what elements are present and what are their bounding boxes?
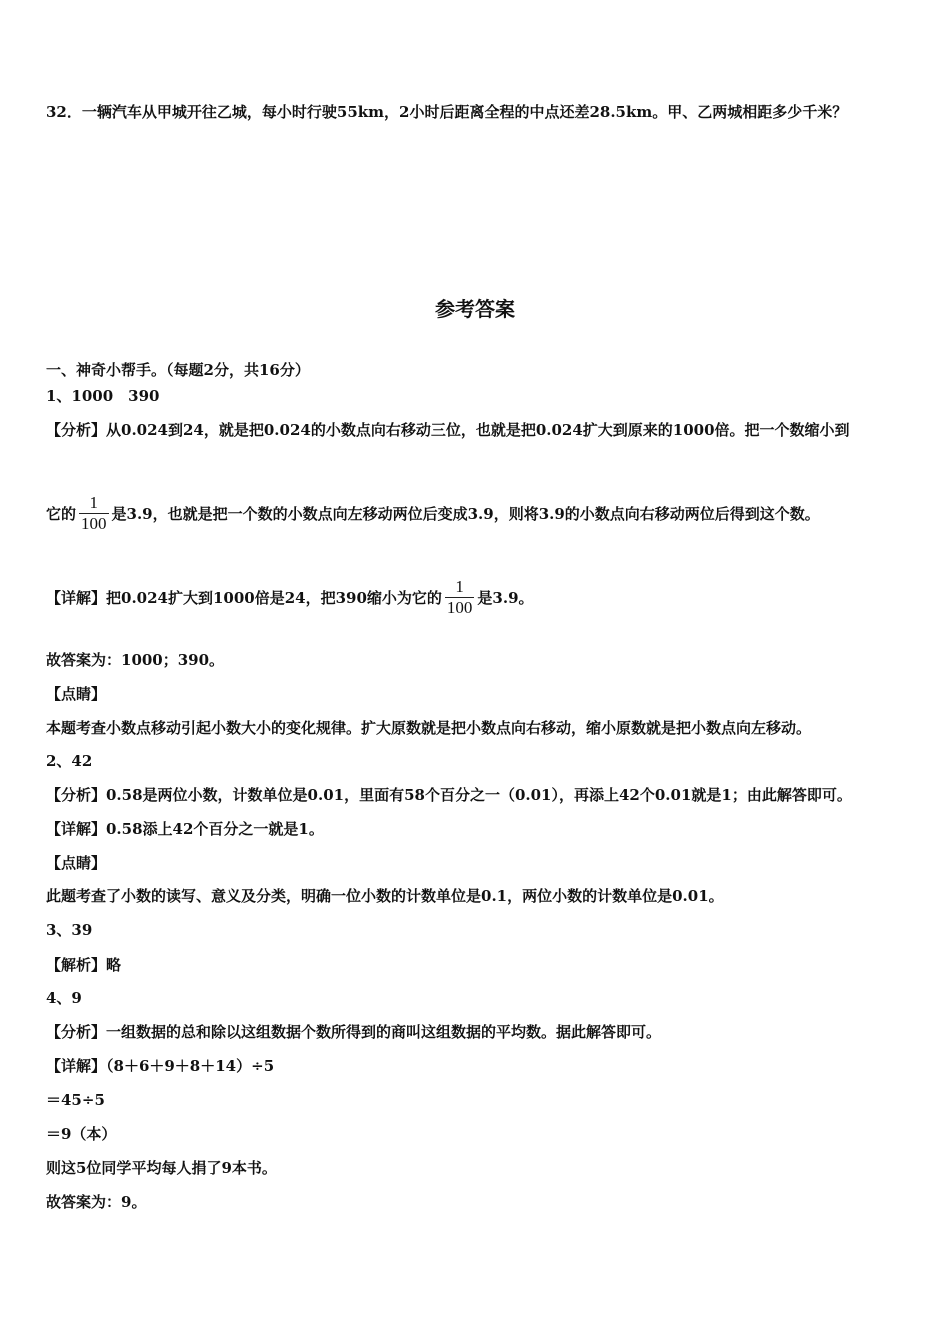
q1-detail-pre: 【详解】把0.024扩大到1000倍是24，把390缩小为它的	[46, 589, 442, 607]
q4-answer: 4、9	[46, 989, 82, 1007]
q2-answer: 2、42	[46, 752, 93, 770]
q2-analysis: 【分析】0.58是两位小数，计数单位是0.01，里面有58个百分之一（0.01），再添上42个0.01就是1；由此解答即可。	[46, 786, 852, 804]
q1-detail-post: 是3.9。	[477, 589, 534, 607]
q1-conclusion: 故答案为：1000；390。	[46, 651, 225, 669]
q4-step-2: ＝9（本）	[46, 1125, 117, 1143]
q1-analysis-pre: 它的	[46, 505, 77, 523]
q2-tip-text: 此题考查了小数的读写、意义及分类，明确一位小数的计数单位是0.1，两位小数的计数单位是0.01。	[46, 887, 724, 905]
q1-analysis-post: 是3.9，也就是把一个数的小数点向左移动两位后变成3.9，则将3.9的小数点向右移动两位后得到这个数。	[111, 505, 820, 523]
fraction-denominator: 100	[446, 597, 473, 617]
q4-conclusion: 故答案为：9。	[46, 1193, 147, 1211]
q1-answer: 1、1000 390	[46, 387, 160, 405]
q1-tip-heading: 【点睛】	[46, 685, 107, 703]
q1-detail	[46, 576, 920, 620]
section-1-heading: 一、神奇小帮手。（每题2分，共16分）	[46, 361, 310, 379]
q4-sentence: 则这5位同学平均每人捐了9本书。	[46, 1159, 277, 1177]
fraction-numerator: 1	[89, 492, 99, 512]
q1-analysis-line-1: 【分析】从0.024到24，就是把0.024的小数点向右移动三位，也就是把0.024扩大到原来的1000倍。把一个数缩小到	[46, 421, 850, 439]
q4-analysis: 【分析】一组数据的总和除以这组数据个数所得到的商叫这组数据的平均数。据此解答即可。	[46, 1023, 662, 1041]
q2-detail: 【详解】0.58添上42个百分之一就是1。	[46, 820, 324, 838]
q4-step-1: ＝45÷5	[46, 1091, 105, 1109]
q3-analysis: 【解析】略	[46, 956, 122, 974]
q2-tip-heading: 【点睛】	[46, 854, 107, 872]
question-32: 32．一辆汽车从甲城开往乙城，每小时行驶55km，2小时后距离全程的中点还差28.5km。甲、乙两城相距多少千米？	[46, 103, 848, 121]
q4-detail: 【详解】（8＋6＋9＋8＋14）÷5	[46, 1057, 275, 1075]
q1-analysis-line-2	[46, 492, 920, 536]
fraction-denominator: 100	[81, 513, 107, 533]
q3-answer: 3、39	[46, 921, 93, 939]
fraction-numerator: 1	[455, 576, 464, 596]
q1-tip-text: 本题考查小数点移动引起小数大小的变化规律。扩大原数就是把小数点向右移动，缩小原数就是把小数点向左移动。	[46, 719, 812, 737]
fraction-one-hundredth	[445, 577, 475, 618]
answer-title: 参考答案	[435, 297, 515, 321]
fraction-one-hundredth	[79, 493, 109, 534]
